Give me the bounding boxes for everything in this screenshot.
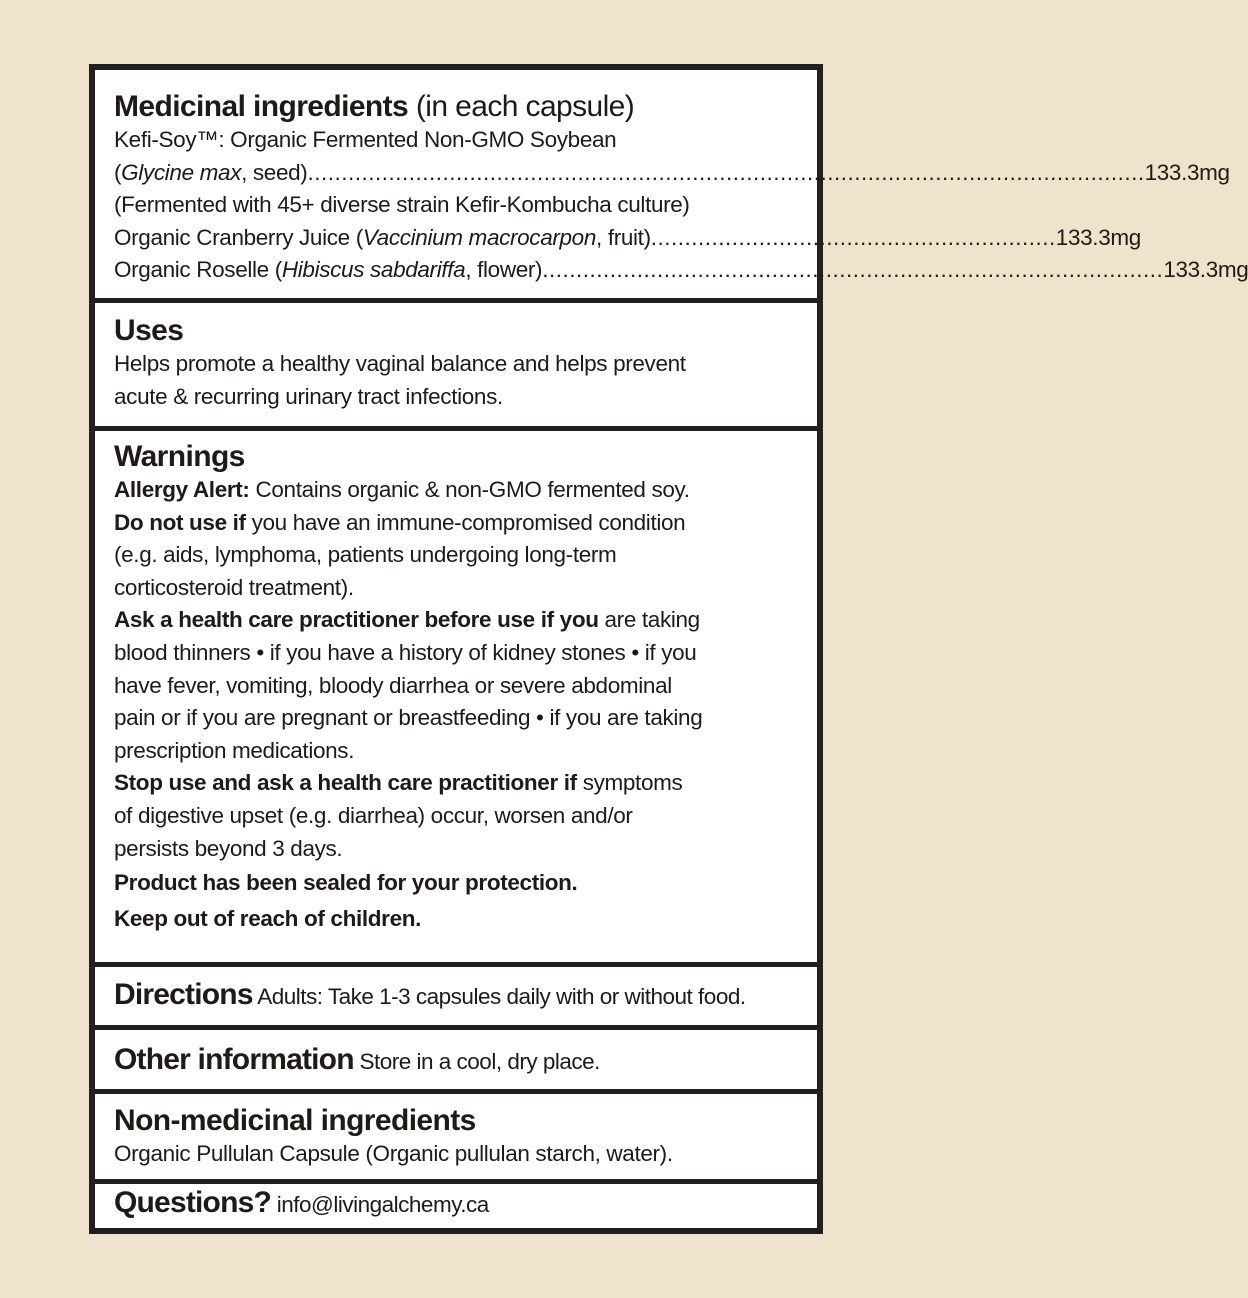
uses-section (95, 314, 817, 413)
dot-leader: ............................................................................................ (542, 257, 1164, 283)
stop-use-line: Stop use and ask a health care practitioner if symptoms (114, 770, 683, 796)
roselle-label: Organic Roselle (Hibiscus sabdariffa, flower) (114, 257, 543, 283)
section-divider (95, 426, 817, 431)
ask-practitioner-line-4: pain or if you are pregnant or breastfeeding • if you are taking (114, 705, 703, 731)
medicinal-heading-text: Medicinal ingredients (114, 90, 409, 123)
directions-text: Adults: Take 1-3 capsules daily with or without food. (252, 984, 746, 1009)
kefi-soy-line: Kefi-Soy™: Organic Fermented Non-GMO Soybean (114, 127, 617, 152)
ask-practitioner-line-5: prescription medications. (114, 737, 355, 763)
stop-use-line-2: of digestive upset (e.g. diarrhea) occur, worsen and/or (114, 802, 633, 828)
directions-section (95, 976, 817, 1019)
ask-practitioner-label: Ask a health care practitioner before use if you (114, 607, 599, 633)
directions-row (114, 976, 801, 1019)
cranberry-label: Organic Cranberry Juice (Vaccinium macrocarpon, fruit) (114, 224, 651, 250)
ask-practitioner-line: Ask a health care practitioner before use if you are taking (114, 607, 700, 633)
uses-line-1: Helps promote a healthy vaginal balance and helps prevent (114, 351, 686, 376)
do-not-use-line-2: (e.g. aids, lymphoma, patients undergoing long-term (114, 542, 617, 568)
supplement-facts-panel (89, 64, 1248, 1234)
stop-use-line-3: persists beyond 3 days. (114, 835, 343, 861)
section-divider (95, 1089, 817, 1094)
medicinal-ingredients-heading (114, 90, 801, 124)
non-medicinal-section (95, 1104, 817, 1171)
uses-line-2: acute & recurring urinary tract infections. (114, 383, 503, 409)
section-divider (95, 298, 817, 303)
cranberry-amount: 133.3mg (1055, 224, 1141, 250)
other-information-section (95, 1041, 817, 1084)
contact-email-link[interactable]: info@livingalchemy.ca (271, 1192, 489, 1217)
cranberry-latin-name: Vaccinium macrocarpon (362, 224, 597, 250)
allergy-alert-line: Allergy Alert: Contains organic & non-GMO fermented soy. (114, 477, 690, 502)
section-divider (95, 962, 817, 967)
ask-practitioner-line-2: blood thinners • if you have a history of kidney stones • if you (114, 639, 697, 665)
keep-out-notice: Keep out of reach of children. (114, 906, 422, 932)
stop-use-label: Stop use and ask a health care practitioner if (114, 770, 577, 796)
do-not-use-line: Do not use if you have an immune-compromised condition (114, 509, 686, 535)
cranberry-ingredient-row (114, 222, 1141, 255)
questions-section (95, 1184, 817, 1227)
allergy-alert-label: Allergy Alert: (114, 477, 250, 502)
sealed-notice: Product has been sealed for your protection. (114, 870, 578, 896)
section-divider (95, 1025, 817, 1030)
fermented-note: (Fermented with 45+ diverse strain Kefir-Kombucha culture) (114, 192, 690, 218)
roselle-ingredient-row (114, 254, 1248, 287)
ask-practitioner-line-3: have fever, vomiting, bloody diarrhea or severe abdominal (114, 672, 672, 698)
glycine-amount: 133.3mg (1144, 159, 1230, 185)
glycine-label: (Glycine max, seed) (114, 159, 308, 185)
dot-leader: ............................................................................................................................ (307, 159, 1145, 185)
other-information-row (114, 1041, 801, 1084)
warnings-section (95, 440, 817, 937)
warnings-heading: Warnings (114, 440, 245, 473)
other-information-text: Store in a cool, dry place. (353, 1049, 600, 1074)
glycine-ingredient-row (114, 157, 1230, 190)
medicinal-ingredients-section (95, 90, 1248, 287)
other-information-heading: Other information (114, 1043, 354, 1076)
glycine-latin-name: Glycine max (121, 159, 242, 185)
questions-heading: Questions? (114, 1186, 272, 1219)
questions-row (114, 1184, 801, 1227)
uses-heading: Uses (114, 314, 184, 347)
do-not-use-line-3: corticosteroid treatment). (114, 574, 354, 600)
non-medicinal-heading: Non-medicinal ingredients (114, 1104, 476, 1137)
roselle-amount: 133.3mg (1163, 257, 1248, 283)
non-medicinal-text: Organic Pullulan Capsule (Organic pullulan starch, water). (114, 1141, 673, 1166)
do-not-use-label: Do not use if (114, 509, 246, 535)
medicinal-heading-sub: (in each capsule) (415, 90, 635, 123)
roselle-latin-name: Hibiscus sabdariffa (281, 257, 466, 283)
dot-leader: ............................................................ (650, 224, 1056, 250)
directions-heading: Directions (114, 978, 253, 1011)
